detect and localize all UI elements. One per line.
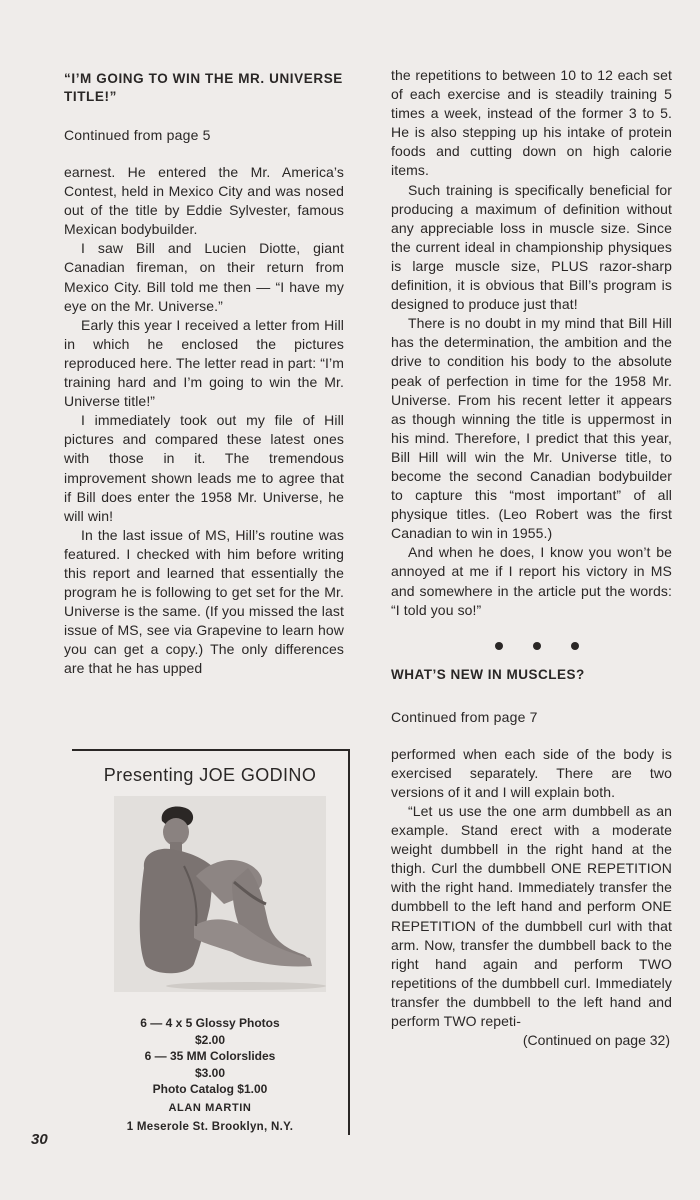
paragraph: In the last issue of MS, Hill’s routine was featured. I checked with him before writing this report and learned that essentially the program he is following to get set for the Mr. Universe is the same. (If you missed the last issue of MS, see via Grapevine to learn how you can get a copy.) The only differences are that he has upped xyxy=(64,526,344,677)
paragraph: Early this year I received a letter from Hill in which he enclosed the pictures reproduced here. The letter read in part: “I’m training hard and I’m going to win the Mr. Universe title!” xyxy=(64,316,344,410)
ad-price-list xyxy=(72,1015,348,1098)
paragraph: Such training is specifically beneficial for producing a maximum of definition without any appreciable loss in muscle size. Since the current ideal in championship physiques is large muscle size, PLUS razor-sharp definition, it is obvious that Bill’s program is designed to produce just that! xyxy=(391,181,672,313)
left-column xyxy=(64,70,344,679)
paragraph: earnest. He entered the Mr. America’s Contest, held in Mexico City and was nosed out of the title by Eddie Sylvester, famous Mexican bodybuilder. xyxy=(64,164,344,238)
ad-line: 6 — 35 MM Colorslides xyxy=(144,1049,276,1063)
ad-line: 6 — 4 x 5 Glossy Photos xyxy=(140,1016,280,1030)
paragraph: I saw Bill and Lucien Diotte, giant Canadian fireman, on their return from Mexico City. Bill told me then — “I have my eye on the Mr. Universe.” xyxy=(64,240,344,314)
continued-on-note: (Continued on page 32) xyxy=(522,1032,670,1049)
continued-from: Continued from page 5 xyxy=(64,127,211,143)
bullet-dot-icon xyxy=(533,642,541,650)
seated-bodybuilder-photo-icon xyxy=(114,796,326,992)
continued-from: Continued from page 7 xyxy=(391,708,538,725)
article-headline: WHAT’S NEW IN MUSCLES? xyxy=(391,666,585,682)
paragraph: I immediately took out my file of Hill pictures and compared these latest ones with those in it. The tremendous improvement shown leads me to agree that if Bill does enter the 1958 Mr. Universe, he will win! xyxy=(64,412,344,524)
paragraph: There is no doubt in my mind that Bill Hill has the determination, the ambition and the drive to condition his body to the absolute peak of perfection in time for the 1958 Mr. Universe. From his recent letter it appears as though winning the title is uppermost in his mind. Therefore, I predict that this year, Bill Hill will win the Mr. Universe title, to become the second Canadian bodybuilder to capture this “most important” of all physique titles. (Leo Robert was the first Canadian to win in 1955.) xyxy=(391,315,672,542)
paragraph: the repetitions to between 10 to 12 each set of each exercise and is steadily training 5 times a week, instead of the former 3 to 5. He is also stepping up his intake of protein foods and cutting down on high calorie items. xyxy=(391,67,672,179)
bullet-dot-icon xyxy=(495,642,503,650)
section-divider xyxy=(391,642,672,650)
page-number: 30 xyxy=(31,1131,48,1148)
article-headline: “I’M GOING TO WIN THE MR. UNIVERSE TITLE!” xyxy=(64,71,343,104)
ad-title: Presenting JOE GODINO xyxy=(103,765,317,785)
ad-line: $2.00 xyxy=(194,1032,226,1047)
bullet-dot-icon xyxy=(571,642,579,650)
paragraph: And when he does, I know you won’t be annoyed at me if I report his victory in MS and somewhere in the article put the words: “I told you so!” xyxy=(391,544,672,618)
ad-line: Photo Catalog $1.00 xyxy=(152,1082,268,1096)
paragraph: “Let us use the one arm dumbbell as an example. Stand erect with a moderate weight dumbbell in the right hand at the thigh. Curl the dumbbell ONE REPETITION with the right hand. Immediately transfer the dumbbell to the left hand and perform ONE REPETITION of the dumbbell curl with that arm. Now, transfer the dumbbell back to the right hand again and perform TWO repetitions of the dumbbell curl. Immediately transfer the dumbbell to the left hand and perform TWO repeti- xyxy=(391,803,672,1030)
ad-seller-address: 1 Meserole St. Brooklyn, N.Y. xyxy=(126,1121,294,1133)
ad-seller-name: ALAN MARTIN xyxy=(168,1102,252,1114)
advertisement-box xyxy=(72,749,350,1135)
right-column xyxy=(391,66,672,1050)
ad-photo xyxy=(114,796,326,992)
paragraph: performed when each side of the body is exercised separately. There are two versions of it and I will explain both. xyxy=(391,745,672,800)
ad-line: $3.00 xyxy=(194,1065,226,1080)
